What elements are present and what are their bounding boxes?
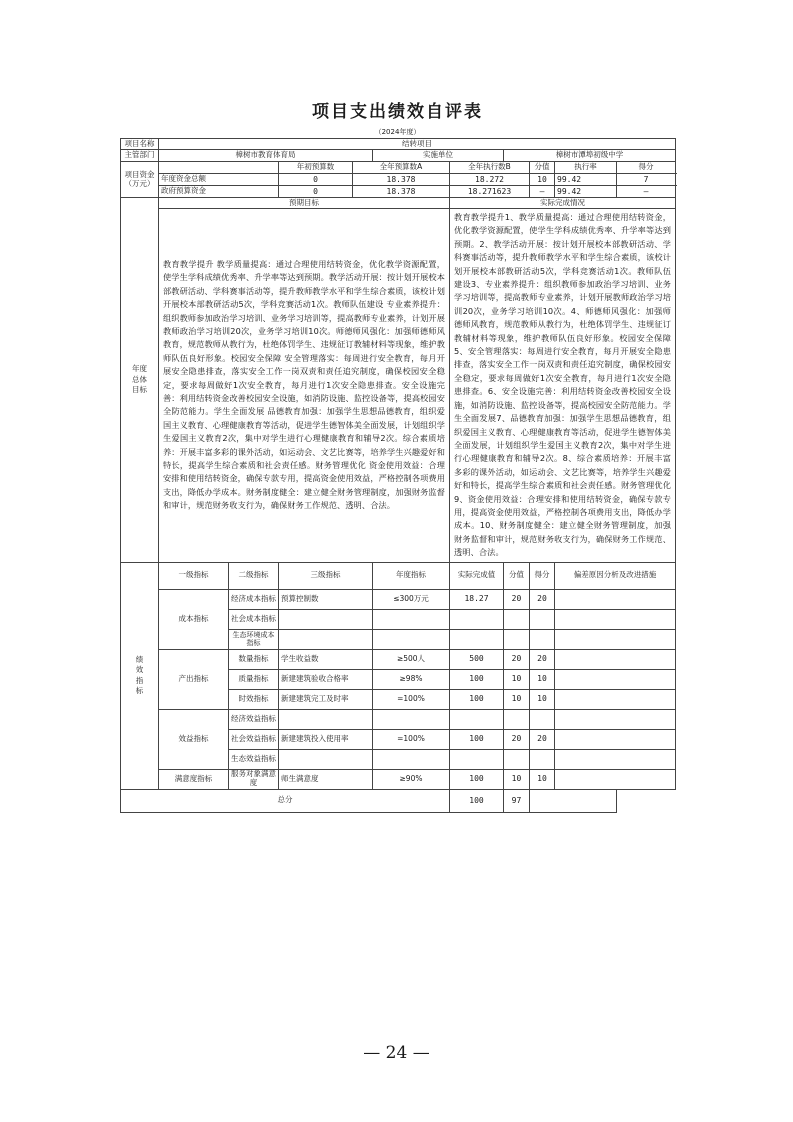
funds-header-blank	[159, 162, 279, 174]
actual-cell: 100	[450, 769, 504, 789]
note-cell	[555, 649, 676, 669]
l2-cell: 社会成本指标	[229, 609, 279, 629]
actual-cell	[450, 609, 504, 629]
funds-col-annual: 全年预算数A	[353, 162, 450, 174]
funds-label: 项目资金 （万元）	[121, 162, 159, 198]
funds-weight: —	[530, 186, 555, 198]
actual-cell: 100	[450, 729, 504, 749]
l3-cell	[279, 709, 373, 729]
l2-cell: 社会效益指标	[229, 729, 279, 749]
actual-cell: 100	[450, 669, 504, 689]
weight-cell	[504, 629, 530, 649]
funds-row-total	[121, 174, 676, 186]
funds-initial: 0	[279, 174, 353, 186]
note-cell	[555, 689, 676, 709]
funds-weight: 10	[530, 174, 555, 186]
note-cell	[555, 629, 676, 649]
weight-cell: 20	[504, 589, 530, 609]
l3-cell: 师生满意度	[279, 769, 373, 789]
ind-col-actual: 实际完成值	[450, 562, 504, 589]
l1-satisfaction: 满意度指标	[159, 769, 229, 789]
weight-cell	[504, 609, 530, 629]
weight-cell: 10	[504, 689, 530, 709]
target-cell	[373, 629, 450, 649]
score-cell: 20	[530, 649, 555, 669]
l2-cell: 质量指标	[229, 669, 279, 689]
funds-rate: 99.42	[555, 186, 617, 198]
l3-cell: 新建建筑完工及时率	[279, 689, 373, 709]
actual-cell: 100	[450, 689, 504, 709]
table-row	[121, 769, 676, 789]
funds-col-score: 得分	[617, 162, 676, 174]
score-cell: 10	[530, 689, 555, 709]
form-year: （2024年度）	[374, 128, 421, 136]
funds-col-executed: 全年执行数B	[450, 162, 530, 174]
actual-cell: 500	[450, 649, 504, 669]
l3-cell	[279, 629, 373, 649]
score-cell	[530, 629, 555, 649]
target-cell	[373, 749, 450, 769]
l3-cell: 新建建筑投入使用率	[279, 729, 373, 749]
l2-cell: 生态环境成本指标	[229, 629, 279, 649]
table-row	[121, 709, 676, 729]
unit-value: 樟树市潭埠初级中学	[504, 150, 676, 162]
score-cell	[530, 609, 555, 629]
target-cell	[373, 609, 450, 629]
total-weight: 100	[450, 789, 504, 812]
l2-cell: 数量指标	[229, 649, 279, 669]
goals-label	[121, 198, 159, 563]
indicators-label	[121, 562, 159, 789]
self-evaluation-form	[120, 98, 675, 813]
funds-row-gov	[121, 186, 676, 198]
table-row	[121, 649, 676, 669]
ind-col-note: 偏差原因分析及改进措施	[555, 562, 676, 589]
actual-cell	[450, 629, 504, 649]
l1-output: 产出指标	[159, 649, 229, 709]
ind-col-target: 年度指标	[373, 562, 450, 589]
target-cell: =100%	[373, 729, 450, 749]
total-label: 总分	[121, 789, 450, 812]
weight-cell: 20	[504, 649, 530, 669]
score-cell: 20	[530, 729, 555, 749]
funds-col-initial: 年初预算数	[279, 162, 353, 174]
note-cell	[555, 609, 676, 629]
funds-score: 7	[617, 174, 676, 186]
weight-cell: 10	[504, 669, 530, 689]
l3-cell: 预算控制数	[279, 589, 373, 609]
l3-cell: 学生收益数	[279, 649, 373, 669]
funds-score: —	[617, 186, 676, 198]
target-cell: ≤300万元	[373, 589, 450, 609]
l3-cell	[279, 609, 373, 629]
note-cell	[555, 769, 676, 789]
dept-value: 樟树市教育体育局	[159, 150, 373, 162]
funds-row-name: 年度资金总额	[159, 174, 279, 186]
ind-col-l1: 一级指标	[159, 562, 229, 589]
target-cell: ≥500人	[373, 649, 450, 669]
l2-cell: 经济成本指标	[229, 589, 279, 609]
goals-label-text: 年度总体目标	[132, 364, 147, 395]
note-cell	[555, 589, 676, 609]
funds-annual: 18.378	[353, 174, 450, 186]
note-cell	[555, 729, 676, 749]
evaluation-table	[120, 138, 676, 813]
actual-result-header: 实际完成情况	[450, 198, 676, 209]
funds-executed: 18.271623	[450, 186, 530, 198]
weight-cell	[504, 709, 530, 729]
funds-executed: 18.272	[450, 174, 530, 186]
actual-cell: 18.27	[450, 589, 504, 609]
l3-cell	[279, 749, 373, 769]
target-cell: ≥98%	[373, 669, 450, 689]
actual-cell	[450, 709, 504, 729]
expected-goal-header: 预期目标	[159, 198, 450, 209]
target-cell: =100%	[373, 689, 450, 709]
total-score: 97	[504, 789, 530, 812]
expected-goal-text: 教育教学提升 教学质量提高：通过合理使用结转资金，优化教学资源配置，使学生学科成绩优秀率、升学率等达到预期。教学活动开展：按计划开展校本部教研活动、学科赛事活动等，提升教师教学水平和学生综合素质，该校计划开展校本部教研活动5次，学科竞赛活动1次。教师队伍建设 专业素养提升：组织教师参加政治学习培训、业务学习培训等，提高教师专业素养，计划开展教师政治学习培训20次，业务学习培训10次。师德师风强化：加强师德师风教育，规范教师从教行为，杜绝体罚学生、违规征订教辅材料等现象，维护教师队伍良好形象。校园安全保障 安全管理落实：每周进行安全教育，每月开展安全隐患排查，落实安全工作一岗双责和责任追究制度，确保校园安全稳定，要求每周做好1次安全教育，每月进行1次安全隐患排查。安全设施完善：利用结转资金改善校园安全设施，如消防设施、监控设备等，提高校园安全防范能力。学生全面发展 品德教育加强：加强学生思想品德教育，组织爱国主义教育、心理健康教育等活动，促进学生德智体美全面发展，计划组织学生爱国主义教育2次，集中对学生进行心理健康教育和辅导2次。综合素质培养：开展丰富多彩的课外活动，如运动会、文艺比赛等，培养学生兴趣爱好和特长，提高学生综合素质和社会责任感。财务管理优化 资金使用效益：合理安排和使用结转资金，确保专款专用，提高资金使用效益，严格控制各项费用支出，降低办学成本。财务制度健全：建立健全财务管理制度，加强财务监督和审计，规范财务收支行为，确保财务工作规范、透明、合法。	[159, 209, 450, 563]
l3-cell: 新建建筑验收合格率	[279, 669, 373, 689]
l2-cell: 时效指标	[229, 689, 279, 709]
unit-label: 实施单位	[373, 150, 504, 162]
note-cell	[555, 709, 676, 729]
note-cell	[555, 749, 676, 769]
weight-cell: 10	[504, 769, 530, 789]
funds-annual: 18.378	[353, 186, 450, 198]
funds-rate: 99.42	[555, 174, 617, 186]
target-cell	[373, 709, 450, 729]
dept-label: 主管部门	[121, 150, 159, 162]
page-number: — 24 —	[363, 1043, 430, 1063]
weight-cell	[504, 749, 530, 769]
form-title: 项目支出绩效自评表	[312, 102, 483, 122]
actual-result-text: 教育教学提升1、教学质量提高：通过合理使用结转资金，优化教学资源配置，使学生学科成绩优秀率、升学率等达到预期。2、教学活动开展：按计划开展校本部教研活动、学科赛事活动等，提升教师教学水平和学生综合素质，该校计划开展校本部教研活动5次，学科竞赛活动1次。教师队伍建设3、专业素养提升：组织教师参加政治学习培训、业务学习培训等，提高教师专业素养，计划开展教师政治学习培训20次，业务学习培训10次。4、师德师风强化：加强师德师风教育，规范教师从教行为，杜绝体罚学生、违规征订教辅材料等现象，维护教师队伍良好形象。校园安全保障5、安全管理落实：每周进行安全教育，每月开展安全隐患排查，落实安全工作一岗双责和责任追究制度，确保校园安全稳定，要求每周做好1次安全教育，每月进行1次安全隐患排查。6、安全设施完善：利用结转资金改善校园安全设施，如消防设施、监控设备等，提高校园安全防范能力。学生全面发展7、品德教育加强：加强学生思想品德教育，组织爱国主义教育、心理健康教育等活动，促进学生德智体美全面发展，计划组织学生爱国主义教育2次，集中对学生进行心理健康教育和辅导2次。8、综合素质培养：开展丰富多彩的课外活动，如运动会、文艺比赛等，培养学生兴趣爱好和特长，提高学生综合素质和社会责任感。财务管理优化9、资金使用效益：合理安排和使用结转资金，确保专款专用，提高资金使用效益，严格控制各项费用支出，降低办学成本。10、财务制度健全：建立健全财务管理制度，加强财务监督和审计，规范财务收支行为，确保财务工作规范、透明、合法。	[450, 209, 676, 563]
funds-col-rate: 执行率	[555, 162, 617, 174]
score-cell: 10	[530, 669, 555, 689]
score-cell	[530, 749, 555, 769]
l1-cost: 成本指标	[159, 589, 229, 649]
score-cell	[530, 709, 555, 729]
actual-cell	[450, 749, 504, 769]
table-row	[121, 589, 676, 609]
funds-initial: 0	[279, 186, 353, 198]
score-cell: 10	[530, 769, 555, 789]
target-cell: ≥90%	[373, 769, 450, 789]
ind-col-score: 得分	[530, 562, 555, 589]
project-name-label: 项目名称	[121, 139, 159, 150]
total-note	[530, 789, 617, 812]
score-cell: 20	[530, 589, 555, 609]
ind-col-l3: 三级指标	[279, 562, 373, 589]
indicators-label-text: 绩效指标	[135, 654, 144, 696]
funds-row-name: 政府预算资金	[159, 186, 279, 198]
funds-col-weight: 分值	[530, 162, 555, 174]
note-cell	[555, 669, 676, 689]
ind-col-l2: 二级指标	[229, 562, 279, 589]
total-row	[121, 789, 676, 812]
l2-cell: 经济效益指标	[229, 709, 279, 729]
ind-col-weight: 分值	[504, 562, 530, 589]
weight-cell: 20	[504, 729, 530, 749]
l2-cell: 服务对象满意度	[229, 769, 279, 789]
l2-cell: 生态效益指标	[229, 749, 279, 769]
l1-benefit: 效益指标	[159, 709, 229, 769]
project-name: 结转项目	[159, 139, 676, 150]
